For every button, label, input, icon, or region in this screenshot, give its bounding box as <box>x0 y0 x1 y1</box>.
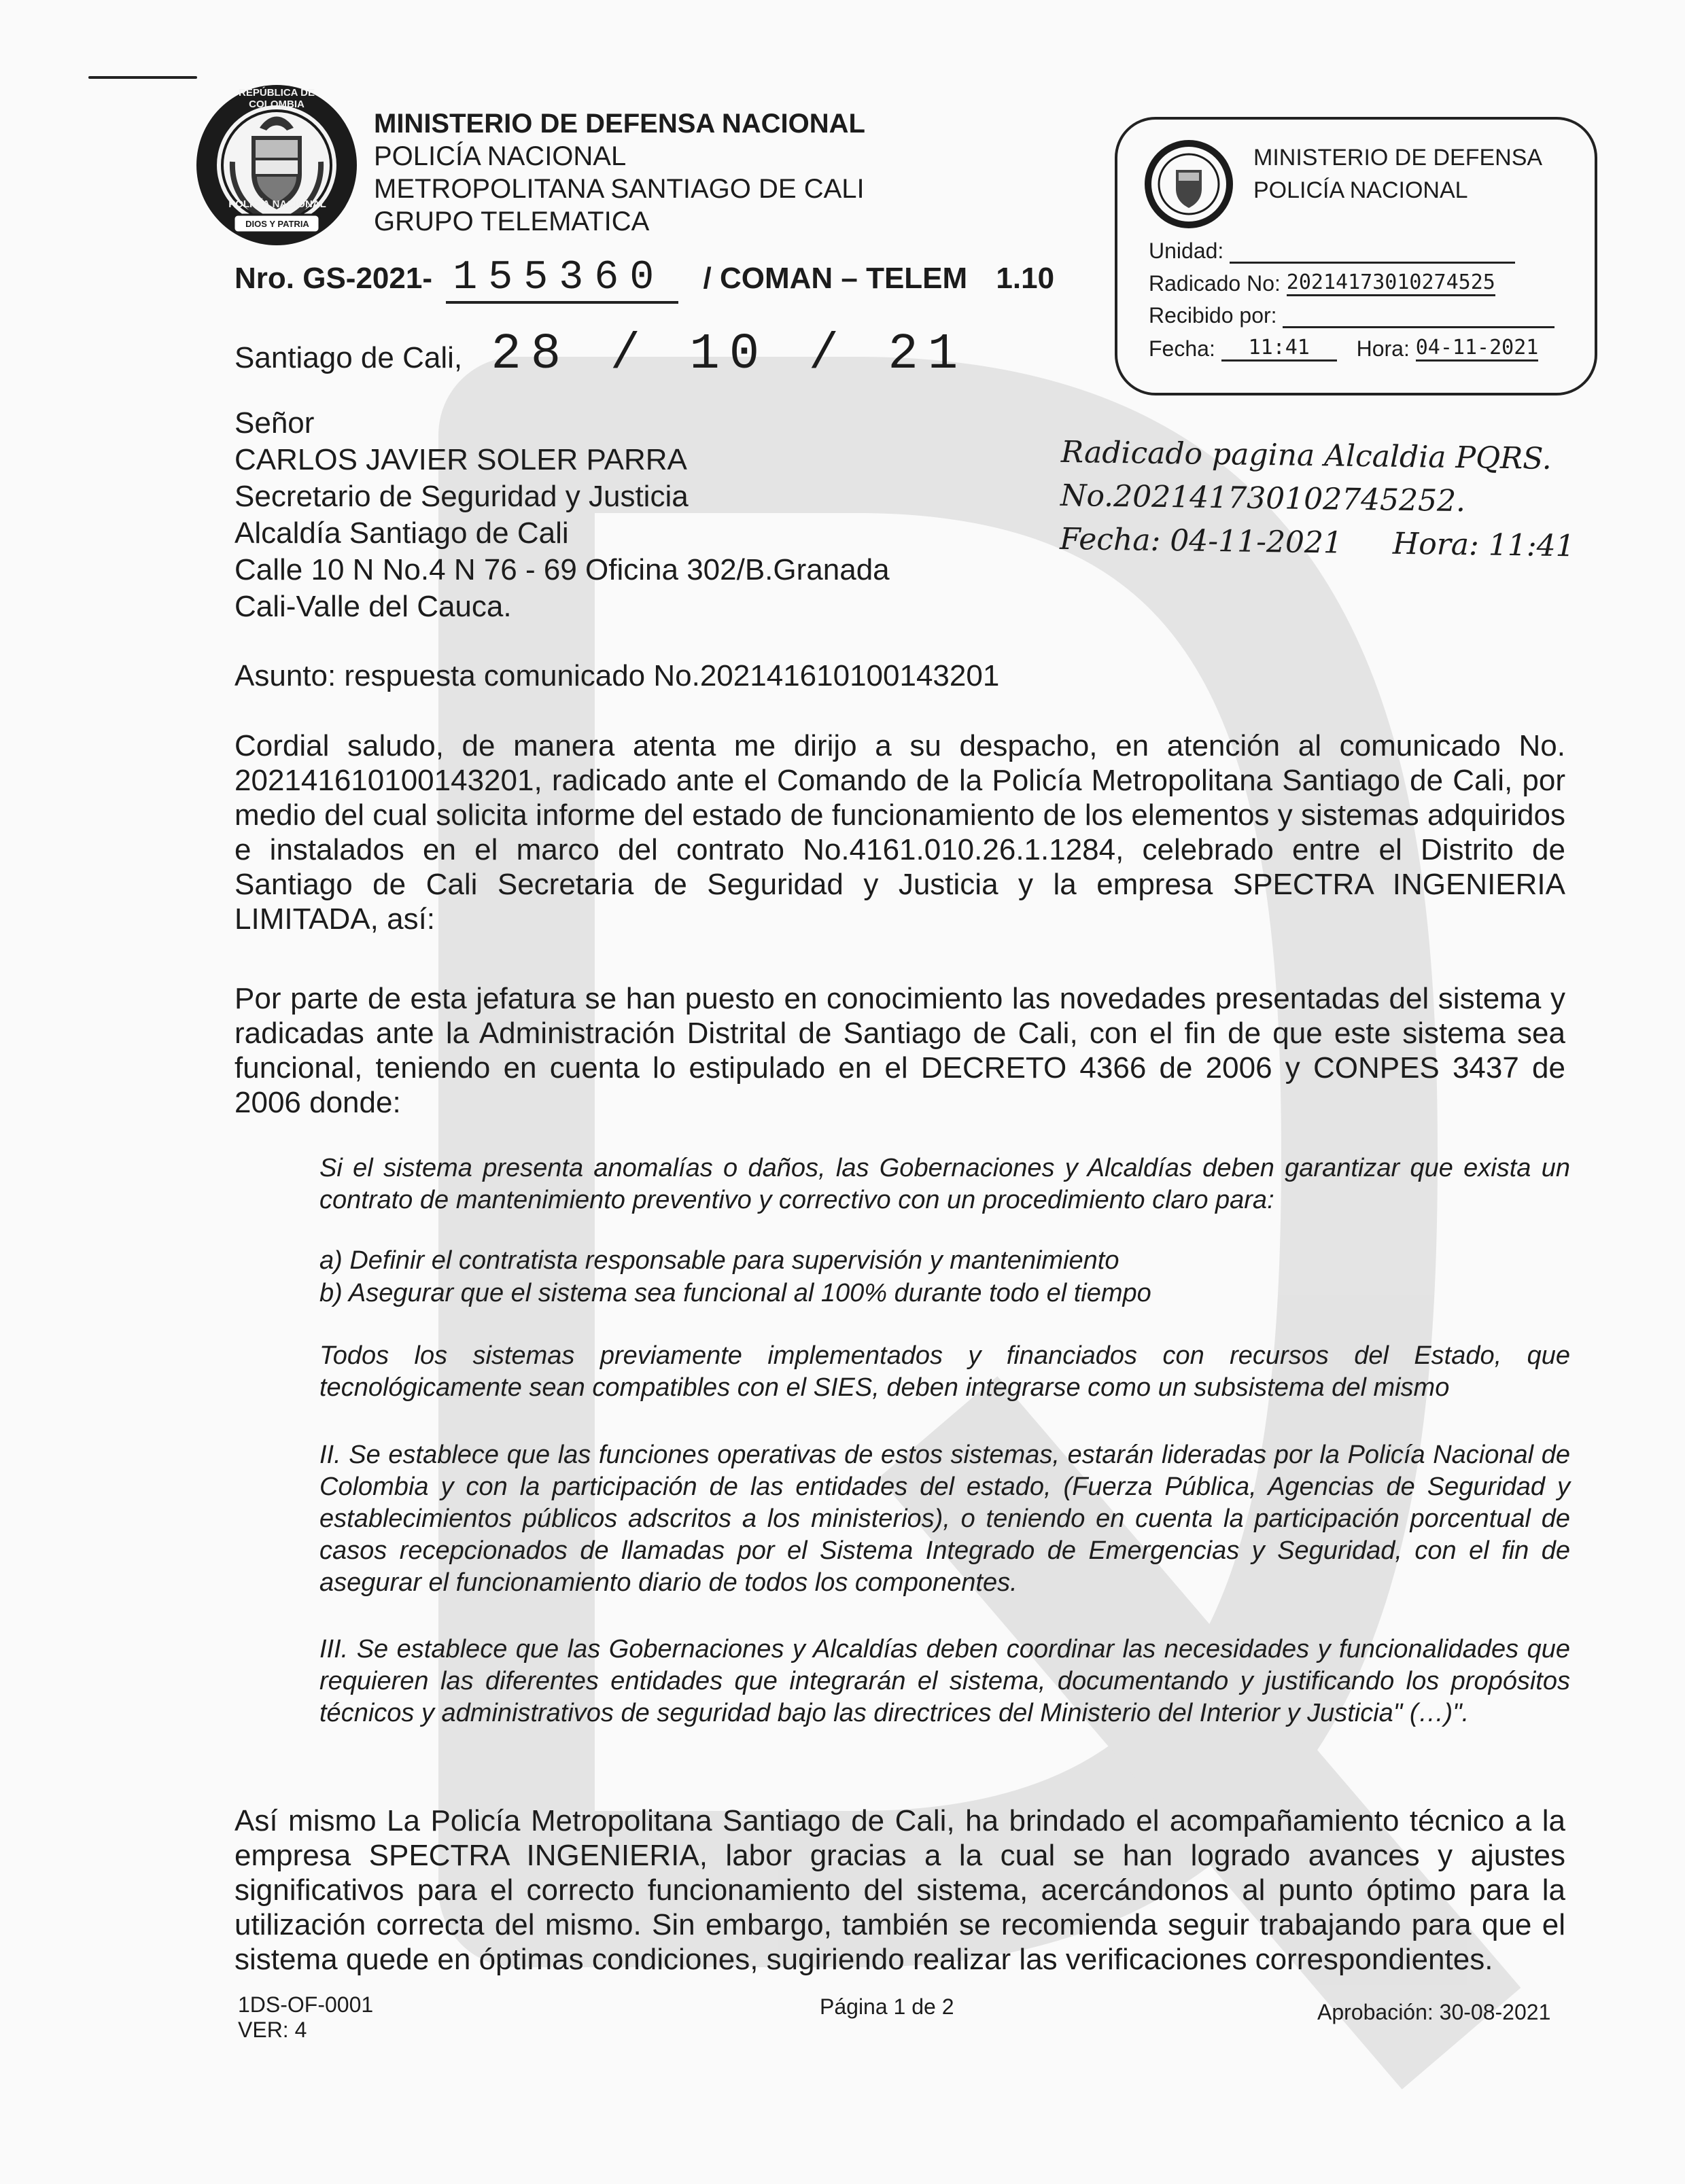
seal-motto: DIOS Y PATRIA <box>245 219 309 229</box>
stamp-recibido-line <box>1283 326 1554 328</box>
addressee-role: Secretario de Seguridad y Justicia <box>234 480 689 513</box>
stamp-seal-icon <box>1145 140 1233 228</box>
footer-version: VER: 4 <box>238 2018 307 2042</box>
footer-code: 1DS-OF-0001 <box>238 1992 374 2017</box>
stamp-fecha-hora <box>1149 336 1538 362</box>
stamp-radicado <box>1149 270 1495 296</box>
handwritten-note-line3 <box>1060 518 1658 569</box>
quote-integration: Todos los sistemas previamente implementados y financiados con recursos del Estado, que tecnológicamente sean compatibles con el SIES, deben integrarse como un subsistema del mismo <box>319 1341 1570 1402</box>
stamp-unidad-label: Unidad: <box>1149 239 1224 263</box>
stamp-unidad <box>1149 239 1515 264</box>
date-value: 28 / 10 / 21 <box>491 326 968 383</box>
quote-item-a: a) Definir el contratista responsable para supervisión y mantenimiento <box>319 1246 1119 1275</box>
reception-stamp <box>1115 117 1597 395</box>
handwritten-note-line1: Radicado pagina Alcaldia PQRS. <box>1060 434 1552 476</box>
stamp-title-police: POLICÍA NACIONAL <box>1253 177 1468 203</box>
stamp-fecha-value: 11:41 <box>1221 336 1337 362</box>
reference-version: 1.10 <box>996 262 1055 295</box>
stamp-hora-label: Hora: <box>1356 336 1410 361</box>
handwritten-note-time: Hora: 11:41 <box>1392 526 1576 564</box>
addressee-org: Alcaldía Santiago de Cali <box>234 516 569 550</box>
addressee-block <box>234 405 890 625</box>
seal-text-bottom: POLICÍA NACIONAL <box>228 198 326 210</box>
stamp-radicado-value: 20214173010274525 <box>1287 270 1495 296</box>
letterhead-group: GRUPO TELEMATICA <box>374 207 650 236</box>
addressee-salutation: Señor <box>234 406 315 440</box>
handwritten-note <box>1060 431 1660 569</box>
stamp-radicado-label: Radicado No: <box>1149 271 1281 296</box>
quote-item-b: b) Asegurar que el sistema sea funcional al 100% durante todo el tiempo <box>319 1279 1151 1307</box>
addressee-name: CARLOS JAVIER SOLER PARRA <box>234 443 687 476</box>
reference-suffix: / COMAN – TELEM <box>703 262 968 295</box>
stamp-fecha-label: Fecha: <box>1149 336 1215 361</box>
body-paragraph-2: Por parte de esta jefatura se han puesto en conocimiento las novedades presentadas del sistema y radicadas ante la Administración Distrital de Santiago de Cali, con el fin de que este sistema sea funcional, teniendo en cuenta lo estipulado en el DECRETO 4366 de 2006 y CONPES 3437 de 2006 donde: <box>234 982 1565 1119</box>
reference-line <box>234 255 1054 304</box>
letterhead-police: POLICÍA NACIONAL <box>374 141 627 171</box>
footer-code-block <box>238 1992 373 2043</box>
reference-prefix: Nro. GS-2021- <box>234 262 432 295</box>
stamp-title <box>1253 141 1542 207</box>
letterhead-ministry: MINISTERIO DE DEFENSA NACIONAL <box>374 109 865 139</box>
letterhead-metropolitan: METROPOLITANA SANTIAGO DE CALI <box>374 174 865 204</box>
body-paragraph-3: Así mismo La Policía Metropolitana Santiago de Cali, ha brindado el acompañamiento técnico a la empresa SPECTRA INGENIERIA, labor gracias a la cual se han logrado avances y ajustes significativos para el correcto funcionamiento del sistema, acercándonos al punto óptimo para la utilización correcta del mismo. Sin embargo, también se recomienda seguir trabajando para que el sistema quede en óptimas condiciones, sugiriendo realizar las verificaciones correspondientes. <box>234 1804 1565 1976</box>
date-line <box>234 326 967 383</box>
stamp-recibido <box>1149 303 1554 328</box>
footer-approval: Aprobación: 30-08-2021 <box>1317 2000 1551 2024</box>
date-label: Santiago de Cali, <box>234 341 463 374</box>
body-paragraph-1: Cordial saludo, de manera atenta me dirijo a su despacho, en atención al comunicado No. 202141610100143201, radicado ante el Comando de la Policía Metropolitana Santiago de Cali, por medio del cual solicita informe del estado de funcionamiento de los elementos y sistemas adquiridos e instalados en el marco del contrato No.4161.010.26.1.1284, celebrado entre el Distrito de Santiago de Cali Secretaria de Seguridad y Justicia y la empresa SPECTRA INGENIERIA LIMITADA, así: <box>234 729 1565 936</box>
quote-clause-ii: II. Se establece que las funciones operativas de estos sistemas, estarán lideradas por la Policía Nacional de Colombia y con la participación de las entidades del estado, (Fuerza Pública, Agencias de Seguridad y establecimientos públicos adscritos a los ministerios), o teniendo en cuenta la participación porcentual de casos recepcionados de llamadas por el Sistema Integrado de Emergencias y Seguridad, con el fin de asegurar el funcionamiento diario de todos los componentes. <box>319 1441 1570 1597</box>
stamp-unidad-line <box>1230 262 1515 264</box>
letterhead <box>374 107 865 238</box>
reference-number: 155360 <box>446 255 678 304</box>
footer-page-number: Página 1 de 2 <box>820 1994 954 2019</box>
handwritten-note-date: Fecha: 04-11-2021 <box>1059 521 1343 561</box>
subject-line: Asunto: respuesta comunicado No.202141610100143201 <box>234 659 1000 692</box>
header-rule <box>88 76 197 79</box>
stamp-title-ministry: MINISTERIO DE DEFENSA <box>1253 145 1543 171</box>
quote-clause-iii: III. Se establece que las Gobernaciones y Alcaldías deben coordinar las necesidades y funcionalidades que requieren las diferentes entidades que integrarán el sistema, documentando y justificando los propósitos técnicos y administrativos de seguridad bajo las directrices del Ministerio del Interior y Justicia" (…)". <box>319 1635 1570 1727</box>
quote-intro: Si el sistema presenta anomalías o daños, las Gobernaciones y Alcaldías deben garantizar que exista un contrato de mantenimiento preventivo y correctivo con un procedimiento claro para: <box>319 1154 1570 1214</box>
handwritten-note-line2: No.202141730102745252. <box>1060 478 1466 519</box>
seal-text-top: REPÚBLICA DE COLOMBIA <box>239 87 315 110</box>
addressee-city: Cali-Valle del Cauca. <box>234 590 512 623</box>
stamp-recibido-label: Recibido por: <box>1149 303 1277 328</box>
stamp-hora-value: 04-11-2021 <box>1416 336 1539 362</box>
addressee-address: Calle 10 N No.4 N 76 - 69 Oficina 302/B.Granada <box>234 553 890 586</box>
